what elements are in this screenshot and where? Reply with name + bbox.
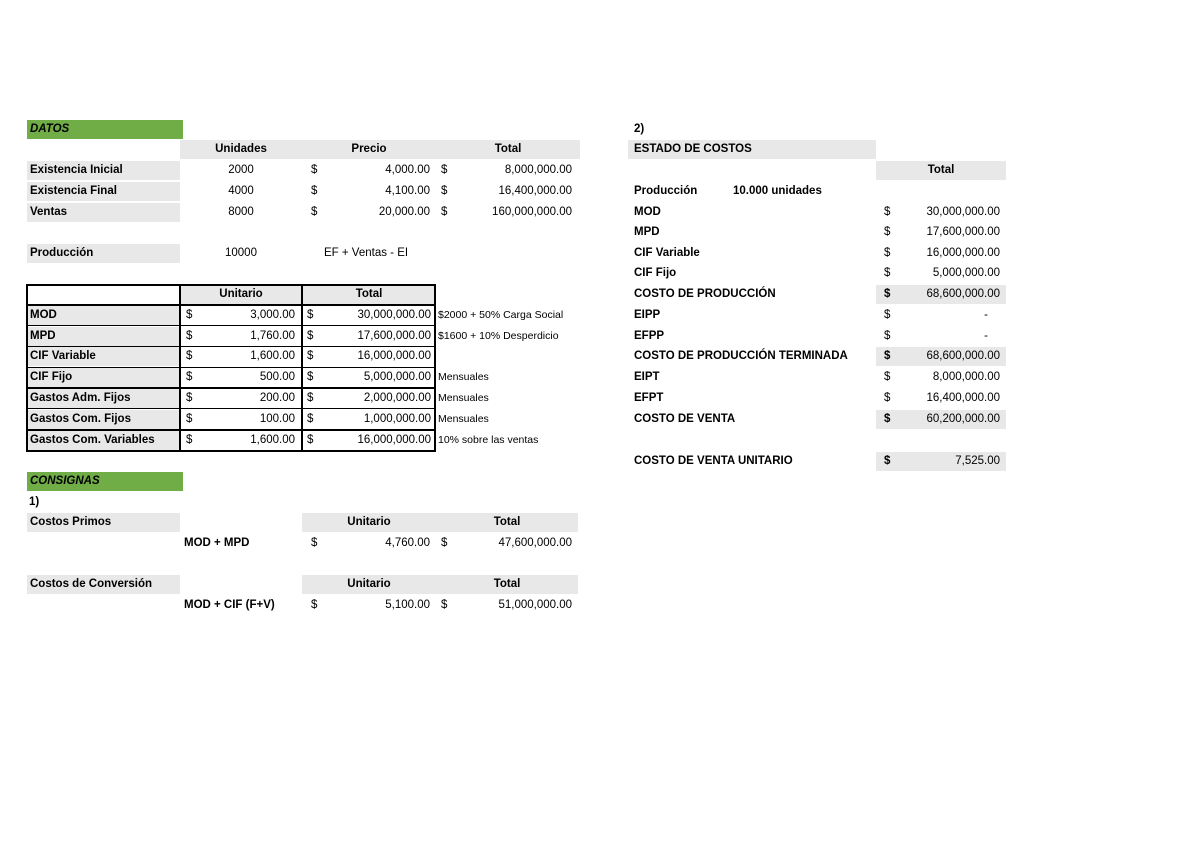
grid-line: [26, 304, 436, 306]
conversion-label: Costos de Conversión: [27, 575, 180, 594]
estado-row-value: 30,000,000.00: [926, 206, 1000, 218]
currency-sign: $: [884, 309, 891, 321]
currency-sign: $: [307, 309, 314, 321]
datos-row-label: Ventas: [27, 203, 180, 222]
datos-header-total: Total: [494, 143, 522, 155]
estado-unitario-label: COSTO DE VENTA UNITARIO: [634, 455, 793, 467]
estado-produccion-value: 10.000 unidades: [733, 185, 822, 197]
estado-header-total: Total: [876, 161, 1006, 180]
primos-unit: 4,760.00: [385, 537, 430, 549]
currency-sign: $: [186, 392, 193, 404]
question-1: 1): [29, 496, 40, 508]
conversion-unit: 5,100.00: [385, 599, 430, 611]
estado-row-label: CIF Fijo: [634, 267, 677, 279]
grid-line: [301, 284, 303, 452]
currency-sign: $: [441, 206, 448, 218]
estado-row-value: 68,600,000.00: [926, 288, 1000, 300]
estado-row-value: -: [984, 309, 988, 321]
currency-sign: $: [884, 288, 891, 300]
estado-produccion-label: Producción: [634, 185, 698, 197]
produccion-value: 10000: [225, 247, 257, 259]
costs-row-total: 5,000,000.00: [363, 371, 431, 383]
costs-row-label: CIF Fijo: [27, 368, 180, 387]
costs-row-label: Gastos Com. Variables: [27, 431, 180, 450]
currency-sign: $: [441, 185, 448, 197]
produccion-label: Producción: [27, 244, 180, 263]
datos-row-units: 4000: [228, 185, 254, 197]
estado-row-label: EIPT: [634, 371, 660, 383]
currency-sign: $: [884, 206, 891, 218]
costs-row-unit: 100.00: [259, 413, 295, 425]
costs-row-label: MPD: [27, 327, 180, 346]
currency-sign: $: [884, 392, 891, 404]
datos-title: DATOS: [27, 120, 183, 139]
estado-row-label: COSTO DE VENTA: [634, 413, 736, 425]
currency-sign: $: [307, 413, 314, 425]
estado-row-value: 16,000,000.00: [926, 247, 1000, 259]
currency-sign: $: [311, 185, 318, 197]
costs-row-label: MOD: [27, 306, 180, 325]
estado-row-label: CIF Variable: [634, 247, 700, 259]
costs-row-total: 1,000,000.00: [363, 413, 431, 425]
estado-row-value: 17,600,000.00: [926, 226, 1000, 238]
currency-sign: $: [441, 164, 448, 176]
costs-row-unit: 1,600.00: [250, 434, 295, 446]
estado-row-label: COSTO DE PRODUCCIÓN: [634, 288, 776, 300]
costs-row-unit: 1,760.00: [250, 330, 295, 342]
datos-row-units: 8000: [228, 206, 254, 218]
datos-header-precio: Precio: [351, 143, 387, 155]
costs-row-unit: 500.00: [259, 371, 295, 383]
datos-row-total: 16,400,000.00: [498, 185, 572, 197]
consignas-title: CONSIGNAS: [27, 472, 183, 491]
currency-sign: $: [884, 226, 891, 238]
currency-sign: $: [884, 455, 891, 467]
conversion-formula: MOD + CIF (F+V): [184, 599, 275, 611]
currency-sign: $: [884, 371, 891, 383]
datos-row-total: 160,000,000.00: [492, 206, 572, 218]
currency-sign: $: [186, 413, 193, 425]
costs-header-unitario: Unitario: [180, 285, 302, 304]
estado-row-value: 16,400,000.00: [926, 392, 1000, 404]
grid-line: [26, 408, 436, 409]
grid-line: [26, 387, 436, 389]
costs-row-total: 30,000,000.00: [357, 309, 431, 321]
estado-row-value: 5,000,000.00: [932, 267, 1000, 279]
costs-row-unit: 3,000.00: [250, 309, 295, 321]
currency-sign: $: [307, 371, 314, 383]
costs-row-total: 17,600,000.00: [357, 330, 431, 342]
currency-sign: $: [884, 247, 891, 259]
currency-sign: $: [884, 413, 891, 425]
costs-row-note: Mensuales: [438, 413, 489, 425]
currency-sign: $: [884, 350, 891, 362]
conversion-header-unitario: Unitario: [347, 578, 391, 590]
datos-row-total: 8,000,000.00: [504, 164, 572, 176]
costs-row-unit: 1,600.00: [250, 350, 295, 362]
datos-row-units: 2000: [228, 164, 254, 176]
currency-sign: $: [186, 350, 193, 362]
estado-row-label: EFPP: [634, 330, 665, 342]
currency-sign: $: [311, 206, 318, 218]
primos-header-total: Total: [493, 516, 521, 528]
costs-row-note: Mensuales: [438, 371, 489, 383]
estado-unitario-value: 7,525.00: [955, 455, 1000, 467]
estado-row-value: -: [984, 330, 988, 342]
costs-row-label: Gastos Com. Fijos: [27, 410, 180, 429]
datos-header-unidades: Unidades: [215, 143, 267, 155]
grid-line: [26, 346, 436, 347]
costs-row-total: 16,000,000.00: [357, 350, 431, 362]
currency-sign: $: [307, 330, 314, 342]
datos-row-price: 4,100.00: [385, 185, 430, 197]
estado-row-value: 60,200,000.00: [926, 413, 1000, 425]
currency-sign: $: [307, 350, 314, 362]
currency-sign: $: [186, 330, 193, 342]
produccion-formula: EF + Ventas - EI: [324, 247, 409, 259]
currency-sign: $: [307, 434, 314, 446]
datos-row-label: Existencia Inicial: [27, 161, 180, 180]
estado-row-label: MOD: [634, 206, 661, 218]
costs-table-border: [26, 284, 436, 452]
estado-row-value: 8,000,000.00: [932, 371, 1000, 383]
costs-row-total: 16,000,000.00: [357, 434, 431, 446]
grid-line: [26, 325, 436, 326]
conversion-header-total: Total: [493, 578, 521, 590]
grid-line: [179, 284, 181, 452]
currency-sign: $: [186, 371, 193, 383]
currency-sign: $: [441, 537, 448, 549]
grid-line: [26, 367, 436, 368]
currency-sign: $: [884, 330, 891, 342]
currency-sign: $: [884, 267, 891, 279]
costs-row-note: 10% sobre las ventas: [438, 434, 539, 446]
estado-title: ESTADO DE COSTOS: [628, 140, 876, 159]
estado-row-label: MPD: [634, 226, 660, 238]
costs-row-unit: 200.00: [259, 392, 295, 404]
currency-sign: $: [311, 164, 318, 176]
costs-row-note: $1600 + 10% Desperdicio: [438, 330, 559, 342]
datos-row-price: 4,000.00: [385, 164, 430, 176]
currency-sign: $: [186, 309, 193, 321]
datos-row-label: Existencia Final: [27, 182, 180, 201]
costs-row-note: Mensuales: [438, 392, 489, 404]
estado-row-value: 68,600,000.00: [926, 350, 1000, 362]
currency-sign: $: [186, 434, 193, 446]
currency-sign: $: [307, 392, 314, 404]
primos-total: 47,600,000.00: [498, 537, 572, 549]
question-2: 2): [634, 123, 645, 135]
primos-header-unitario: Unitario: [347, 516, 391, 528]
primos-formula: MOD + MPD: [184, 537, 250, 549]
costs-row-label: Gastos Adm. Fijos: [27, 389, 180, 408]
primos-label: Costos Primos: [27, 513, 180, 532]
conversion-total: 51,000,000.00: [498, 599, 572, 611]
currency-sign: $: [311, 599, 318, 611]
currency-sign: $: [441, 599, 448, 611]
currency-sign: $: [311, 537, 318, 549]
costs-row-total: 2,000,000.00: [363, 392, 431, 404]
costs-row-note: $2000 + 50% Carga Social: [438, 309, 564, 321]
estado-row-label: COSTO DE PRODUCCIÓN TERMINADA: [634, 350, 848, 362]
estado-row-label: EIPP: [634, 309, 661, 321]
estado-row-label: EFPT: [634, 392, 664, 404]
costs-header-total: Total: [302, 285, 436, 304]
costs-row-label: CIF Variable: [27, 347, 180, 366]
grid-line: [26, 429, 436, 431]
datos-row-price: 20,000.00: [378, 206, 430, 218]
